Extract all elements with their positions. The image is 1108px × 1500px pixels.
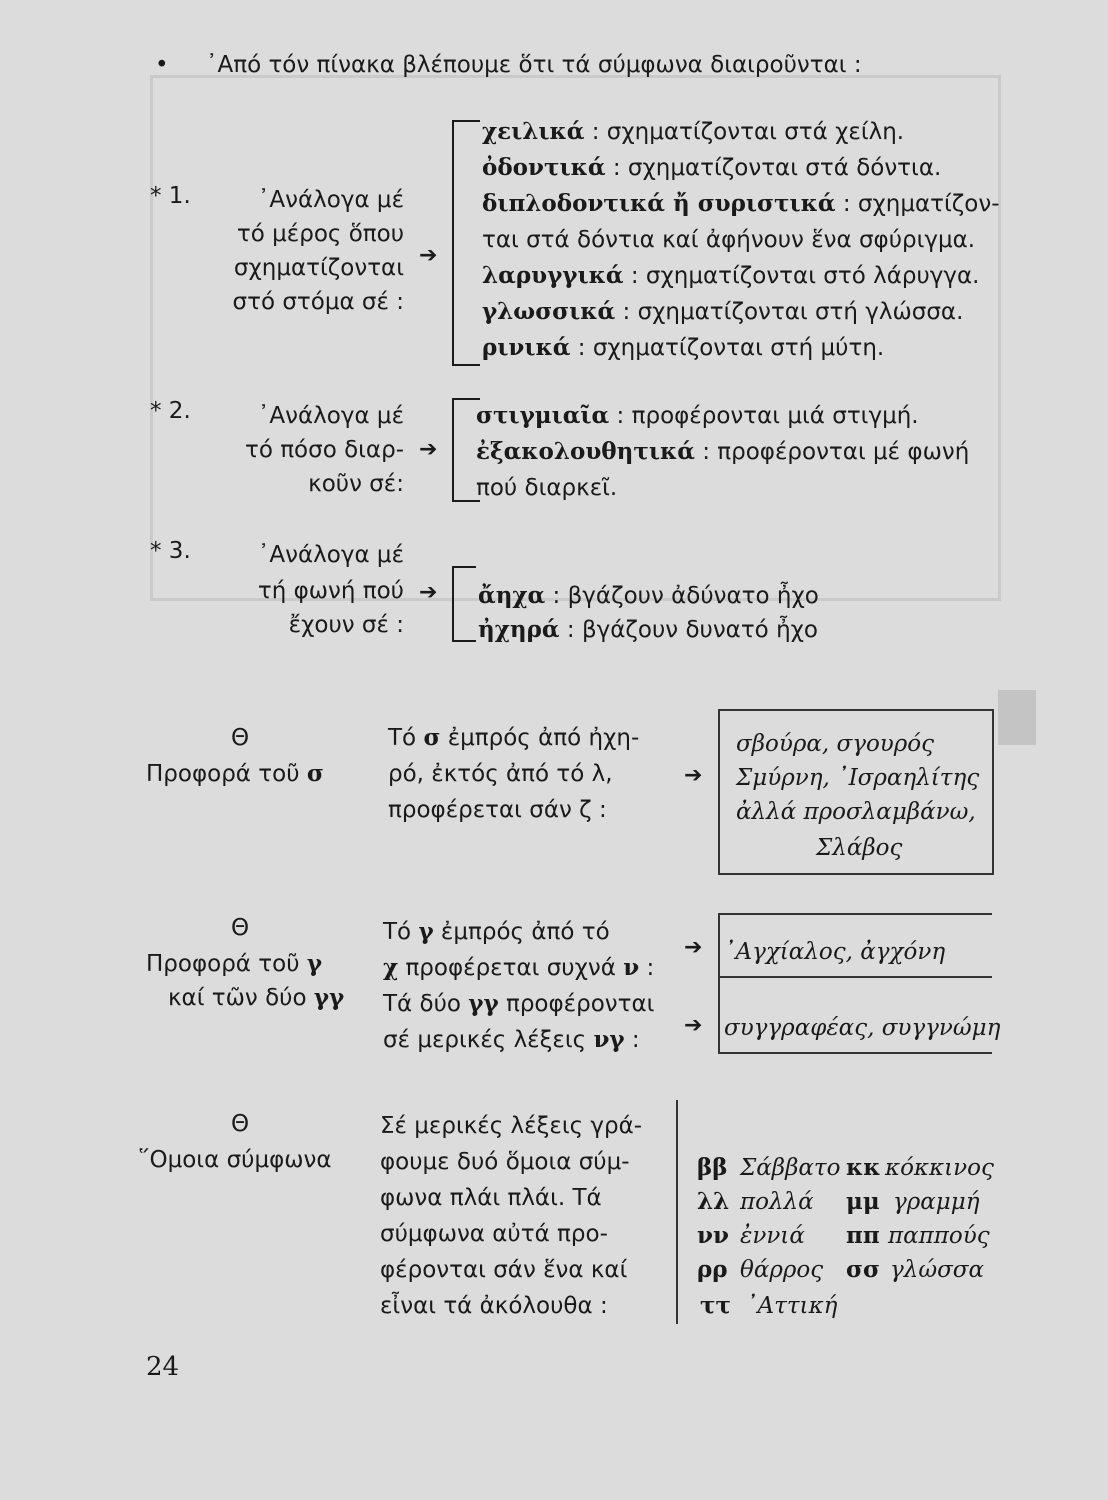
pair-letters: κκ xyxy=(846,1154,881,1181)
gamma-box-middle xyxy=(718,976,992,978)
sigma-section-symbol: Θ xyxy=(230,725,250,751)
bleed-through-tab xyxy=(998,690,1036,745)
group3-item-2 xyxy=(478,612,818,648)
gamma-box-left xyxy=(718,913,720,1054)
gamma-desc-line2 xyxy=(383,950,654,986)
group2-item-2 xyxy=(476,434,969,470)
term: ἄηχα xyxy=(478,582,546,609)
sigma-desc-line1 xyxy=(388,720,639,756)
group2-heading-line3: κοῦν σέ: xyxy=(308,471,404,497)
pair-letters: λλ xyxy=(697,1188,730,1215)
group2-arrow: ➔ xyxy=(419,437,438,462)
desc-text: προφέρονται xyxy=(498,991,655,1017)
title-letter: γγ xyxy=(313,984,345,1011)
title-letter: σ xyxy=(306,760,324,787)
gamma-desc-line3 xyxy=(383,986,654,1022)
desc-letter: σ xyxy=(423,724,441,751)
gamma-box-top xyxy=(718,913,992,915)
term: διπλοδοντικά ἤ συριστικά xyxy=(482,190,836,217)
desc-letter: νγ xyxy=(593,1026,625,1053)
group1-arrow: ➔ xyxy=(419,243,438,268)
desc-letter: γ xyxy=(418,918,434,945)
group3-arrow: ➔ xyxy=(419,580,438,605)
sigma-desc-line2: ρό, ἐκτός ἀπό τό λ, xyxy=(388,761,613,787)
group1-item-3-cont xyxy=(482,222,975,258)
title-letter: γ xyxy=(306,950,323,977)
pair-word: κόκκινος xyxy=(885,1155,994,1181)
group1-number: * 1. xyxy=(150,183,191,209)
pair-word: γλώσσα xyxy=(890,1257,985,1283)
sigma-example-3: ἀλλά προσλαμβάνω, xyxy=(736,799,976,825)
double-divider xyxy=(676,1100,678,1324)
definition: : σχηματίζονται στή μύτη. xyxy=(570,335,885,361)
definition: : σχηματίζονται στά δόντια. xyxy=(605,155,942,181)
title-text: Προφορά τοῦ xyxy=(146,951,307,977)
sigma-example-2: Σμύρνη, ᾿Ισραηλίτης xyxy=(736,765,980,791)
group1-item-5 xyxy=(482,294,963,330)
title-text: καί τῶν δύο xyxy=(168,985,314,1011)
group1-heading-line2: τό μέρος ὅπου xyxy=(236,221,404,247)
definition: : σχηματίζονται στό λάρυγγα. xyxy=(623,263,980,289)
group1-item-4 xyxy=(482,258,979,294)
definition: : σχηματίζον- xyxy=(835,191,1000,217)
double-section-symbol: Θ xyxy=(230,1111,250,1137)
term: στιγμιαῖα xyxy=(476,402,610,429)
group2-item-2-cont xyxy=(476,470,617,506)
definition: πού διαρκεῖ. xyxy=(476,475,618,501)
desc-letter: γγ xyxy=(468,990,499,1017)
sigma-example-4: Σλάβος xyxy=(816,835,903,861)
title-text: Προφορά τοῦ xyxy=(146,761,307,787)
gamma-arrow-2: ➔ xyxy=(684,1013,703,1038)
desc-text: Τά δύο xyxy=(383,991,469,1017)
intro-text: ᾿Από τόν πίνακα βλέπουμε ὅτι τά σύμφωνα διαιροῦνται : xyxy=(206,52,862,78)
desc-text: : xyxy=(639,955,655,981)
group1-item-1 xyxy=(482,114,904,150)
group2-item-1 xyxy=(476,398,919,434)
desc-text: σέ μερικές λέξεις xyxy=(383,1027,594,1053)
group3-bracket xyxy=(452,566,476,642)
group3-heading-line1: ᾿Ανάλογα μέ xyxy=(257,542,404,568)
sigma-desc-line3: προφέρεται σάν ζ : xyxy=(388,797,607,823)
definition: : βγάζουν δυνατό ἦχο xyxy=(559,617,819,643)
gamma-section-title-1 xyxy=(146,946,322,982)
sigma-section-title xyxy=(146,756,324,792)
group2-number: * 2. xyxy=(150,398,191,424)
desc-letter: ν xyxy=(623,954,640,981)
group3-heading-line3: ἔχουν σέ : xyxy=(288,612,404,638)
group1-item-3 xyxy=(482,186,1000,222)
term: λαρυγγικά xyxy=(482,262,624,289)
pair-word: παππούς xyxy=(888,1223,990,1249)
gamma-box-bottom xyxy=(718,1052,992,1054)
double-desc-line6: εἶναι τά ἀκόλουθα : xyxy=(380,1293,608,1319)
gamma-example-2: συγγραφέας, συγγνώμη xyxy=(724,1015,1001,1041)
pair-word: ἐννιά xyxy=(740,1223,805,1249)
pair-letters: ρρ xyxy=(697,1256,728,1283)
group2-heading-line1: ᾿Ανάλογα μέ xyxy=(257,403,404,429)
definition: : σχηματίζονται στά χείλη. xyxy=(584,119,905,145)
group1-heading-line4: στό στόμα σέ : xyxy=(232,289,404,315)
group1-item-2 xyxy=(482,150,941,186)
pair-word: θάρρος xyxy=(740,1257,824,1283)
page-number: 24 xyxy=(146,1352,180,1382)
double-desc-line3: φωνα πλάι πλάι. Τά xyxy=(380,1185,602,1211)
definition: ται στά δόντια καί ἀφήνουν ἕνα σφύριγμα. xyxy=(482,227,976,253)
desc-text: ἐμπρός ἀπό ἠχη- xyxy=(440,725,640,751)
pair-letters: ββ xyxy=(697,1154,728,1181)
term: ὀδοντικά xyxy=(482,154,606,181)
double-desc-line4: σύμφωνα αὐτά προ- xyxy=(380,1221,608,1247)
term: ἠχηρά xyxy=(478,616,560,643)
pair-letters: ππ xyxy=(846,1222,880,1249)
pair-word: ᾿Αττική xyxy=(746,1293,838,1319)
desc-text: Τό xyxy=(388,725,424,751)
gamma-example-1: ᾿Αγχίαλος, ἀγχόνη xyxy=(724,939,946,965)
gamma-arrow-1: ➔ xyxy=(684,935,703,960)
desc-text: προφέρεται συχνά xyxy=(398,955,624,981)
pair-word: γραμμή xyxy=(893,1189,980,1215)
desc-text: : xyxy=(624,1027,640,1053)
double-desc-line1: Σέ μερικές λέξεις γρά- xyxy=(380,1113,643,1139)
desc-text: ἐμπρός ἀπό τό xyxy=(433,919,610,945)
term: ἐξακολουθητικά xyxy=(476,438,695,465)
double-section-title: ῞Ομοια σύμφωνα xyxy=(138,1147,332,1173)
pair-word: πολλά xyxy=(740,1189,814,1215)
group1-heading-line1: ᾿Ανάλογα μέ xyxy=(257,187,404,213)
term: χειλικά xyxy=(482,118,585,145)
definition: : προφέρονται μιά στιγμή. xyxy=(609,403,919,429)
desc-letter: χ xyxy=(383,954,399,981)
gamma-section-title-2 xyxy=(168,980,344,1016)
pair-letters: ττ xyxy=(700,1292,731,1319)
pair-word: Σάββατο xyxy=(740,1155,841,1181)
term: ρινικά xyxy=(482,334,571,361)
desc-text: Τό xyxy=(383,919,419,945)
sigma-arrow: ➔ xyxy=(684,763,703,788)
intro-bullet: • xyxy=(155,52,169,78)
group3-item-1 xyxy=(478,578,819,614)
definition: : προφέρονται μέ φωνή xyxy=(694,439,970,465)
group2-heading-line2: τό πόσο διαρ- xyxy=(244,437,404,463)
group1-heading-line3: σχηματίζονται xyxy=(233,255,404,281)
double-desc-line2: φουμε δυό ὅμοια σύμ- xyxy=(380,1149,630,1175)
gamma-desc-line1 xyxy=(383,914,610,950)
definition: : βγάζουν ἀδύνατο ἦχο xyxy=(545,583,819,609)
definition: : σχηματίζονται στή γλώσσα. xyxy=(615,299,964,325)
pair-letters: σσ xyxy=(846,1256,880,1283)
group3-number: * 3. xyxy=(150,538,191,564)
gamma-desc-line4 xyxy=(383,1022,640,1058)
group1-bracket xyxy=(452,120,480,366)
sigma-example-1: σβούρα, σγουρός xyxy=(736,731,935,757)
group3-heading-line2: τή φωνή πού xyxy=(257,578,404,604)
double-desc-line5: φέρονται σάν ἕνα καί xyxy=(380,1257,628,1283)
gamma-section-symbol: Θ xyxy=(230,915,250,941)
pair-letters: μμ xyxy=(846,1188,880,1215)
pair-letters: νν xyxy=(697,1222,729,1249)
group1-item-6 xyxy=(482,330,884,366)
term: γλωσσικά xyxy=(482,298,616,325)
